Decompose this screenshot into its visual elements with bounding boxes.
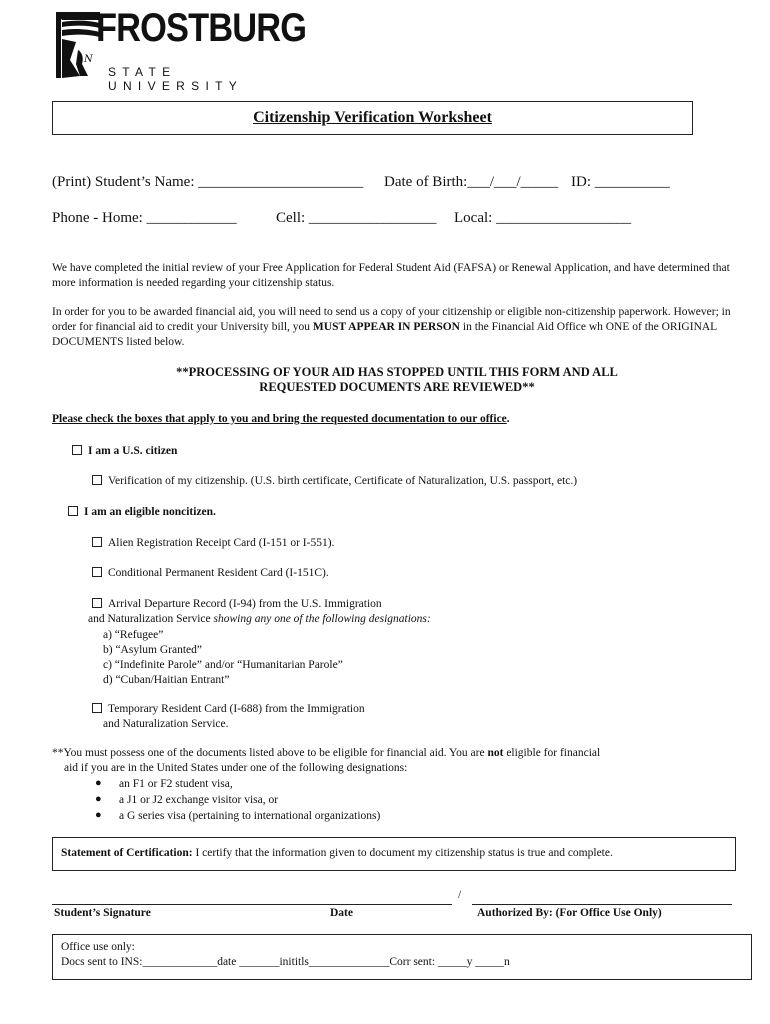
citizenship-verification-label: Verification of my citizenship. (U.S. birth certificate, Certificate of Naturalization, U.S. passport, etc.) [108, 475, 578, 487]
instruction-underlined: Please check the boxes that apply to you and bring the requested documentation to our office [52, 413, 507, 425]
arrival-departure-line2-a: and Naturalization Service [88, 613, 214, 625]
eligible-noncitizen-label: I am an eligible noncitizen. [84, 506, 216, 518]
instruction-text [52, 413, 510, 425]
office-use-details[interactable]: Docs sent to INS:_____________date _______inititls______________Corr sent: _____y _____n [61, 956, 510, 968]
student-name-field[interactable]: (Print) Student’s Name: ______________________ [52, 174, 364, 190]
citizenship-verification-checkbox[interactable] [92, 475, 102, 485]
us-citizen-option[interactable] [72, 445, 177, 457]
certification-text: I certify that the information given to document my citizenship status is true and complete. [192, 847, 613, 859]
eligibility-note-emphasis: not [487, 747, 504, 759]
visa-bullet-item: a J1 or J2 exchange visitor visa, or [119, 794, 279, 806]
designation-item: b) “Asylum Granted” [103, 644, 202, 656]
conditional-resident-label: Conditional Permanent Resident Card (I-151C). [108, 567, 329, 579]
bullet-icon: ● [95, 793, 102, 805]
designation-list [103, 628, 343, 688]
student-signature-label: Student’s Signature [54, 907, 151, 919]
processing-notice-line1: **PROCESSING OF YOUR AID HAS STOPPED UNTIL THIS FORM AND ALL [176, 365, 618, 379]
us-citizen-label: I am a U.S. citizen [88, 445, 178, 457]
arrival-departure-line2 [88, 613, 431, 625]
designation-item: d) “Cuban/Haitian Entrant” [103, 674, 230, 686]
home-phone-field[interactable]: Phone - Home: ____________ [52, 210, 237, 226]
logo-wordmark: FROSTBURG [96, 6, 307, 50]
alien-registration-checkbox[interactable] [92, 537, 102, 547]
alien-registration-label: Alien Registration Receipt Card (I-151 or I-551). [108, 537, 335, 549]
page-title-text: Citizenship Verification Worksheet [253, 109, 492, 126]
conditional-resident-option[interactable] [92, 567, 329, 579]
visa-bullet-item: a G series visa (pertaining to international organizations) [119, 810, 381, 822]
temporary-resident-label: Temporary Resident Card (I-688) from the Immigration [108, 703, 365, 715]
office-use-label: Office use only: [61, 941, 135, 953]
designation-item: a) “Refugee” [103, 629, 164, 641]
citizenship-verification-option[interactable] [92, 475, 577, 487]
eligibility-note-line1 [52, 747, 600, 759]
arrival-departure-checkbox[interactable] [92, 598, 102, 608]
designation-item: c) “Indefinite Parole” and/or “Humanitarian Parole” [103, 659, 343, 671]
eligibility-note-line2: aid if you are in the United States under one of the following designations: [64, 762, 408, 774]
temporary-resident-checkbox[interactable] [92, 703, 102, 713]
date-of-birth-field[interactable]: Date of Birth:___/___/_____ [384, 174, 559, 190]
eligibility-note-a: **You must possess one of the documents listed above to be eligible for financial aid. You are [52, 747, 488, 759]
us-citizen-checkbox[interactable] [72, 445, 82, 455]
instruction-period: . [506, 413, 510, 425]
signature-line[interactable] [52, 904, 452, 905]
logo-emblem-icon [54, 10, 102, 82]
logo-subtitle: STATE UNIVERSITY [108, 65, 244, 93]
arrival-departure-label: Arrival Departure Record (I-94) from the U.S. Immigration [108, 598, 382, 610]
processing-notice-line2: REQUESTED DOCUMENTS ARE REVIEWED** [259, 380, 535, 394]
certification-label: Statement of Certification: [61, 847, 193, 859]
student-id-field[interactable]: ID: __________ [571, 174, 670, 190]
svg-text:N: N [84, 54, 93, 65]
visa-bullet-item: an F1 or F2 student visa, [119, 778, 233, 790]
bullet-icon: ● [95, 809, 102, 821]
intro-paragraph-1: We have completed the initial review of your Free Application for Federal Student Aid (FAFSA) or Renewal Application, and have determined that more information is needed regarding your citizenship status. [52, 262, 730, 289]
intro-emphasis: MUST APPEAR IN PERSON [312, 321, 460, 333]
eligible-noncitizen-option[interactable] [68, 506, 216, 518]
authorized-by-label: Authorized By: (For Office Use Only) [477, 907, 662, 919]
intro-paragraph-2-b: in the Financial Aid Office wh ONE of the ORIGINAL DOCUMENTS listed below. [52, 321, 717, 348]
authorized-signature-line[interactable] [472, 904, 732, 905]
cell-phone-field[interactable]: Cell: _________________ [276, 210, 437, 226]
signature-separator: / [458, 889, 462, 901]
conditional-resident-checkbox[interactable] [92, 567, 102, 577]
local-phone-field[interactable]: Local: __________________ [454, 210, 632, 226]
arrival-departure-line2-italic: showing any one of the following designations: [213, 613, 431, 625]
university-logo [54, 6, 307, 93]
processing-notice [52, 365, 742, 395]
certification-box [52, 837, 736, 871]
eligibility-note-b: eligible for financial [503, 747, 601, 759]
arrival-departure-option[interactable] [92, 598, 382, 610]
page-title [52, 101, 693, 135]
bullet-icon: ● [95, 777, 102, 789]
intro-paragraph-2-a: In order for you to be awarded financial aid, you will need to send us a copy of your citizenship or eligible non-citizenship paperwork. However; in order for financial aid to credit your University bill, you [52, 306, 731, 333]
date-label: Date [330, 907, 353, 919]
eligible-noncitizen-checkbox[interactable] [68, 506, 78, 516]
temporary-resident-line2: and Naturalization Service. [103, 718, 229, 730]
intro-paragraph-2 [52, 305, 742, 350]
office-use-box [52, 934, 752, 980]
temporary-resident-option[interactable] [92, 703, 365, 715]
alien-registration-option[interactable] [92, 537, 334, 549]
